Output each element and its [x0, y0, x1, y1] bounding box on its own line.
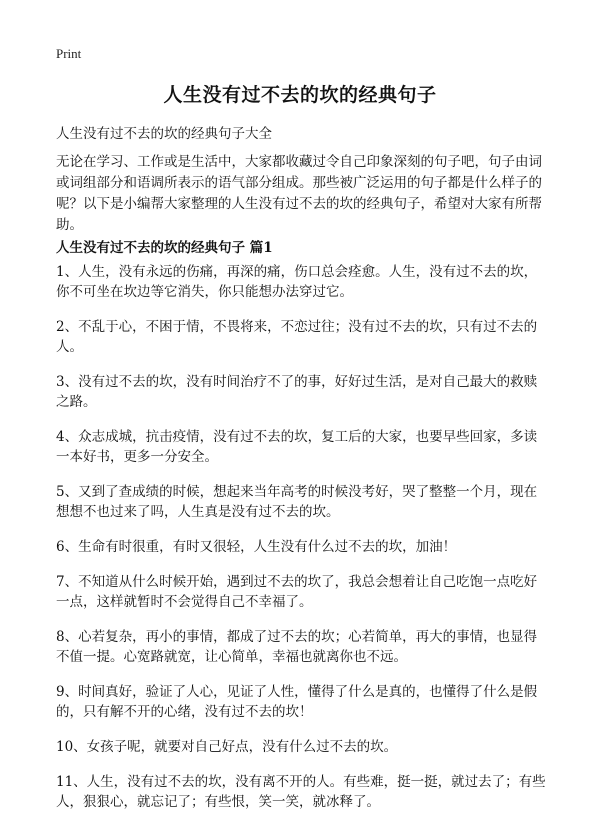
list-item: 5、又到了查成绩的时候，想起来当年高考的时候没考好，哭了整整一个月，现在想想不也过来了吗，人生真是没有过不去的坎。: [56, 484, 538, 520]
document-subtitle: 人生没有过不去的坎的经典句子大全: [56, 126, 272, 142]
list-item: 10、女孩子呢，就要对自己好点，没有什么过不去的坎。: [56, 739, 398, 755]
intro-paragraph: 无论在学习、工作或是生活中，大家都收藏过令自己印象深刻的句子吧，句子由词或词组部分和语调所表示的语气部分组成。那些被广泛运用的句子都是什么样子的呢？以下是小编帮大家整理的人生没有过不去的坎的经典句子，希望对大家有所帮助。: [56, 154, 542, 233]
list-item: 11、人生，没有过不去的坎，没有离不开的人。有些难，挺一挺，就过去了；有些人，狠狠心，就忘记了；有些恨，笑一笑，就冰释了。: [56, 774, 546, 810]
list-item: 9、时间真好，验证了人心，见证了人性，懂得了什么是真的，也懂得了什么是假的，只有解不开的心绪，没有过不去的坎！: [56, 684, 538, 720]
list-item: 1、人生，没有永远的伤痛，再深的痛，伤口总会痊愈。人生，没有过不去的坎，你不可坐在坎边等它消失，你只能想办法穿过它。: [56, 264, 538, 300]
list-item: 7、不知道从什么时候开始，遇到过不去的坎了，我总会想着让自己吃饱一点吃好一点，这样就暂时不会觉得自己不幸福了。: [56, 574, 538, 610]
print-link[interactable]: Print: [56, 46, 82, 61]
list-item: 6、生命有时很重，有时又很轻，人生没有什么过不去的坎，加油！: [56, 539, 457, 555]
list-item: 4、众志成城，抗击疫情，没有过不去的坎，复工后的大家，也要早些回家，多读一本好书，更多一分安全。: [56, 429, 538, 465]
list-item: 3、没有过不去的坎，没有时间治疗不了的事，好好过生活，是对自己最大的救赎之路。: [56, 374, 538, 410]
section-heading: 人生没有过不去的坎的经典句子 篇1: [56, 240, 273, 256]
page-title: 人生没有过不去的坎的经典句子: [163, 84, 437, 106]
sentence-list: [56, 262, 550, 827]
list-item: 2、不乱于心，不困于情，不畏将来，不恋过往；没有过不去的坎，只有过不去的人。: [56, 319, 538, 355]
list-item: 8、心若复杂，再小的事情，都成了过不去的坎；心若简单，再大的事情，也显得不值一提。心宽路就宽，让心简单，幸福也就离你也不远。: [56, 629, 538, 665]
